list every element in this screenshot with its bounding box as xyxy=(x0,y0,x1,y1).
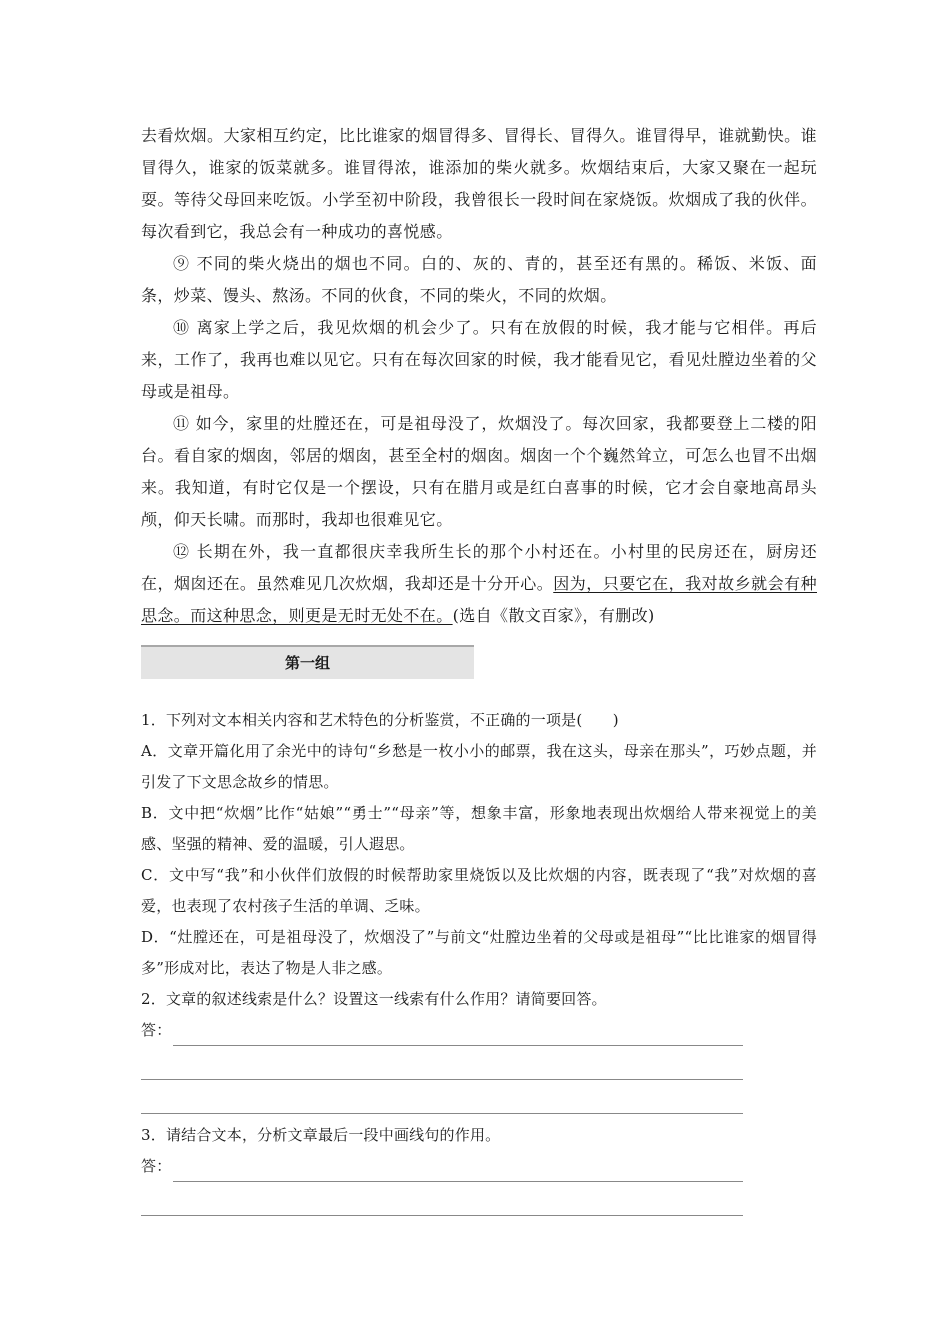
answer-line[interactable] xyxy=(141,1182,743,1216)
question-3-stem: 3．请结合文本，分析文章最后一段中画线句的作用。 xyxy=(141,1126,501,1144)
option-d: D．“灶膛还在，可是祖母没了，炊烟没了”与前文“灶膛边坐着的父母或是祖母”“比比谁家的烟冒得多”形成对比，表达了物是人非之感。 xyxy=(141,928,817,977)
questions-block xyxy=(141,705,817,1216)
reading-passage xyxy=(141,120,817,632)
answer-label: 答： xyxy=(141,1021,172,1039)
question-2-stem: 2．文章的叙述线索是什么？设置这一线索有什么作用？请简要回答。 xyxy=(141,990,607,1008)
answer-line[interactable] xyxy=(141,1046,743,1080)
answer-label: 答： xyxy=(141,1157,172,1175)
question-1-stem: 1．下列对文本相关内容和艺术特色的分析鉴赏，不正确的一项是( ) xyxy=(141,711,619,729)
paragraph-8-continued: 去看炊烟。大家相互约定，比比谁家的烟冒得多、冒得长、冒得久。谁冒得早，谁就勤快。谁冒得久，谁家的饭菜就多。谁冒得浓，谁添加的柴火就多。炊烟结束后，大家又聚在一起玩耍。等待父母回来吃饭。小学至初中阶段，我曾很长一段时间在家烧饭。炊烟成了我的伙伴。每次看到它，我总会有一种成功的喜悦感。 xyxy=(141,126,817,241)
answer-line[interactable] xyxy=(141,1080,743,1114)
paragraph-11: ⑪ 如今，家里的灶膛还在，可是祖母没了，炊烟没了。每次回家，我都要登上二楼的阳台。看自家的烟囱，邻居的烟囱，甚至全村的烟囱。烟囱一个个巍然耸立，可怎么也冒不出烟来。我知道，有时它仅是一个摆设，只有在腊月或是红白喜事的时候，它才会自豪地高昂头颅，仰天长啸。而那时，我却也很难见它。 xyxy=(141,414,817,529)
source-citation: (选自《散文百家》，有删改) xyxy=(452,606,655,625)
option-b: B．文中把“炊烟”比作“姑娘”“勇士”“母亲”等，想象丰富，形象地表现出炊烟给人带来视觉上的美感、坚强的精神、爱的温暖，引人遐思。 xyxy=(141,804,817,853)
answer-line[interactable] xyxy=(173,1164,743,1182)
question-2-answer-row xyxy=(141,1015,743,1046)
option-c: C．文中写“我”和小伙伴们放假的时候帮助家里烧饭以及比炊烟的内容，既表现了“我”对炊烟的喜爱，也表现了农村孩子生活的单调、乏味。 xyxy=(141,866,817,915)
paragraph-10: ⑩ 离家上学之后，我见炊烟的机会少了。只有在放假的时候，我才能与它相伴。再后来，工作了，我再也难以见它。只有在每次回家的时候，我才能看见它，看见灶膛边坐着的父母或是祖母。 xyxy=(141,318,817,401)
answer-line[interactable] xyxy=(173,1028,743,1046)
section-header: 第一组 xyxy=(141,645,474,679)
question-3-answer-row xyxy=(141,1151,743,1182)
option-a: A．文章开篇化用了余光中的诗句“乡愁是一枚小小的邮票，我在这头，母亲在那头”，巧妙点题，并引发了下文思念故乡的情思。 xyxy=(141,742,817,791)
paragraph-12-text: ⑫ 长期在外，我一直都很庆幸我所生长的那个小村还在。小村里的民房还在，厨房还在，烟囱还在。虽然难见几次炊烟，我却还是十分开心。 xyxy=(141,542,817,593)
underlined-sentence: 因为，只要它在，我对故乡就会有种思念。而这种思念，则更是无时无处不在。 xyxy=(141,574,817,625)
paragraph-9: ⑨ 不同的柴火烧出的烟也不同。白的、灰的、青的，甚至还有黑的。稀饭、米饭、面条，炒菜、馒头、熬汤。不同的伙食，不同的柴火，不同的炊烟。 xyxy=(141,254,817,305)
paragraph-12 xyxy=(141,536,817,632)
